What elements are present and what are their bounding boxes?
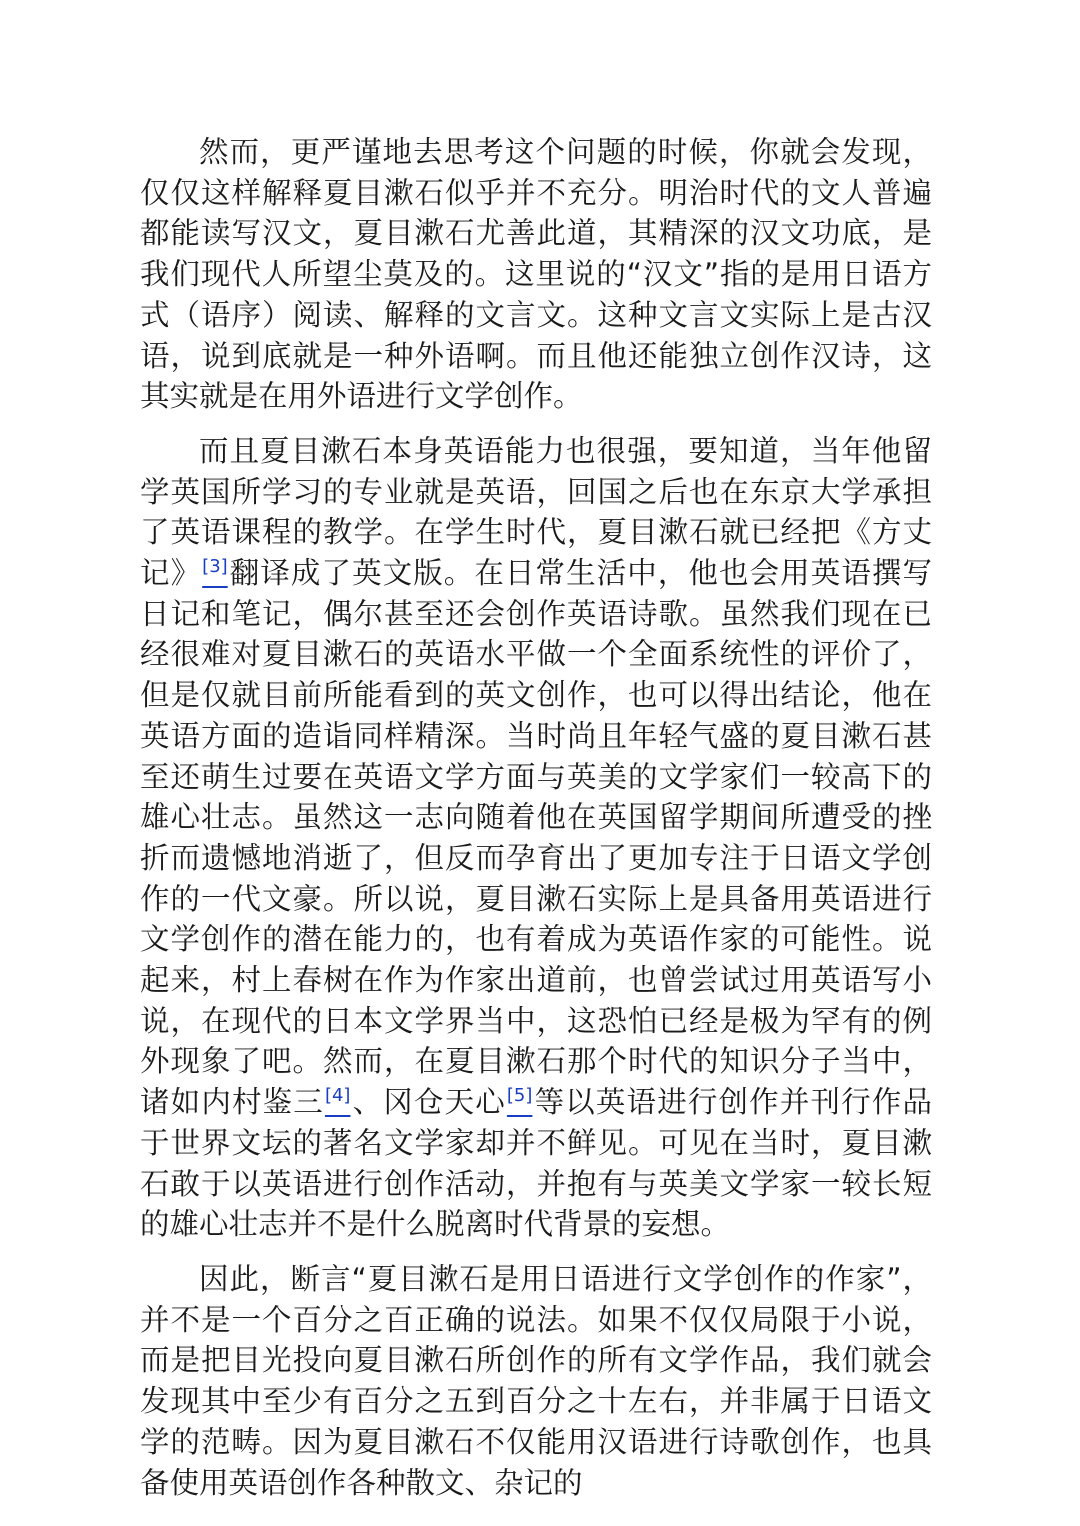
paragraph-1 xyxy=(140,132,932,417)
paragraph-2-text-a: 而且夏目漱石本身英语能力也很强，要知道，当年他留学英国所学习的专业就是英语，回国之后也在东京大学承担了英语课程的教学。在学生时代，夏目漱石就已经把《方丈记》 xyxy=(140,433,932,591)
paragraph-2-text-b: 翻译成了英文版。在日常生活中，他也会用英语撰写日记和笔记，偶尔甚至还会创作英语诗歌。虽然我们现在已经很难对夏目漱石的英语水平做一个全面系统性的评价了，但是仅就目前所能看到的英文创作，也可以得出结论，他在英语方面的造诣同样精深。当时尚且年轻气盛的夏目漱石甚至还萌生过要在英语文学方面与英美的文学家们一较高下的雄心壮志。虽然这一志向随着他在英国留学期间所遭受的挫折而遗憾地消逝了，但反而孕育出了更加专注于日语文学创作的一代文豪。所以说，夏目漱石实际上是具备用英语进行文学创作的潜在能力的，也有着成为英语作家的可能性。说起来，村上春树在作为作家出道前，也曾尝试过用英语写小说，在现代的日本文学界当中，这恐怕已经是极为罕有的例外现象了吧。然而，在夏目漱石那个时代的知识分子当中，诸如内村鉴三 xyxy=(140,556,932,1120)
paragraph-2-text-c: 、冈仓天心 xyxy=(351,1085,506,1120)
paragraph-2-text-d: 等以英语进行创作并刊行作品于世界文坛的著名文学家却并不鲜见。可见在当时，夏目漱石敢于以英语进行创作活动，并抱有与英美文学家一较长短的雄心壮志并不是什么脱离时代背景的妄想。 xyxy=(140,1085,932,1242)
paragraph-2 xyxy=(140,431,932,1245)
paragraph-3 xyxy=(140,1259,932,1503)
footnote-link-3[interactable]: [3] xyxy=(202,556,228,578)
paragraph-3-text: 因此，断言“夏目漱石是用日语进行文学创作的作家”，并不是一个百分之百正确的说法。如果不仅仅局限于小说，而是把目光投向夏目漱石所创作的所有文学作品，我们就会发现其中至少有百分之五到百分之十左右，并非属于日语文学的范畴。因为夏目漱石不仅能用汉语进行诗歌创作，也具备使用英语创作各种散文、杂记的 xyxy=(140,1261,932,1500)
paragraph-1-text: 然而，更严谨地去思考这个问题的时候，你就会发现，仅仅这样解释夏目漱石似乎并不充分。明治时代的文人普遍都能读写汉文，夏目漱石尤善此道，其精深的汉文功底，是我们现代人所望尘莫及的。这里说的“汉文”指的是用日语方式（语序）阅读、解释的文言文。这种文言文实际上是古汉语，说到底就是一种外语啊。而且他还能独立创作汉诗，这其实就是在用外语进行文学创作。 xyxy=(140,135,932,414)
document-body xyxy=(140,132,932,1503)
footnote-link-4[interactable]: [4] xyxy=(324,1085,351,1107)
footnote-link-5[interactable]: [5] xyxy=(506,1085,533,1107)
